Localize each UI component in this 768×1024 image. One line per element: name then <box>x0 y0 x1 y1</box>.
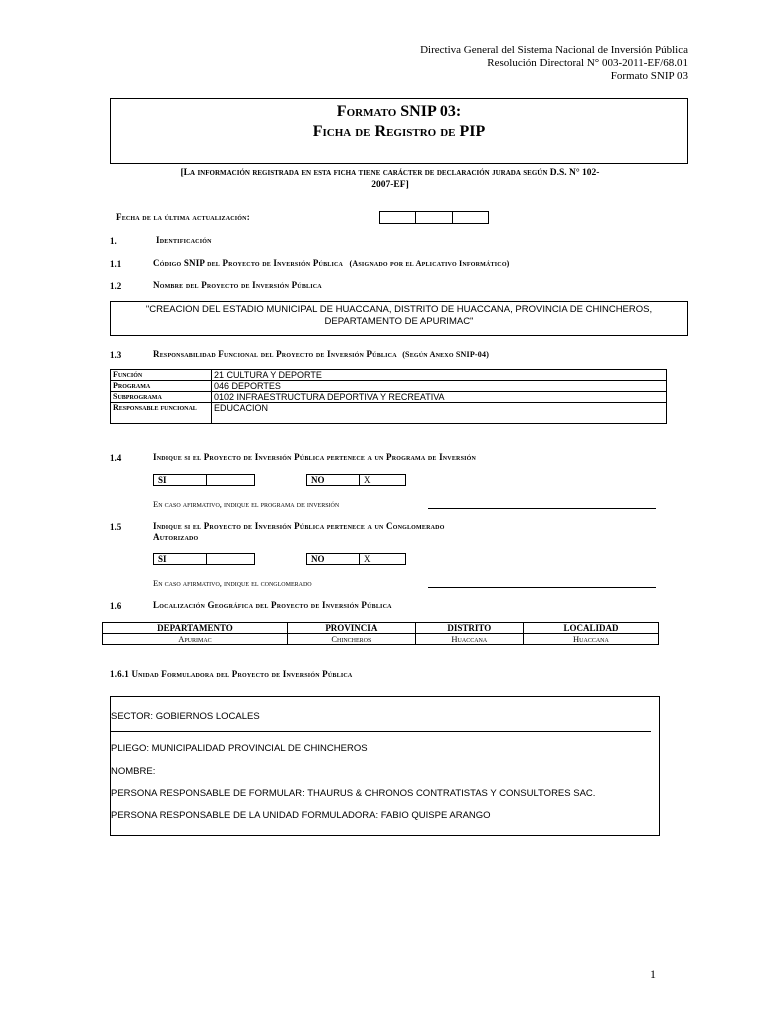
title-box <box>110 98 688 164</box>
fecha-label: Fecha de la última actualización: <box>116 212 250 222</box>
functional-value[interactable]: 046 DEPORTES <box>212 381 667 392</box>
unidad-formuladora-box[interactable] <box>110 696 660 836</box>
location-header-departamento: DEPARTAMENTO <box>103 623 288 634</box>
conglomerado-si-box[interactable] <box>153 553 255 565</box>
functional-key: Función <box>111 370 212 381</box>
section-1-5-number: 1.5 <box>110 522 122 532</box>
conglomerado-answer-line[interactable] <box>428 587 656 588</box>
declaration-line-2: 2007-EF] <box>371 180 409 190</box>
no-label: NO <box>307 554 360 564</box>
page-number: 1 <box>650 967 656 981</box>
project-name-line-2: DEPARTAMENTO DE APURIMAC" <box>324 316 474 327</box>
section-1-5-line-2: Autorizado <box>153 532 199 542</box>
location-header-distrito: DISTRITO <box>415 623 523 634</box>
document-header <box>420 44 688 83</box>
section-1-1-number: 1.1 <box>110 259 122 269</box>
programa-answer-line[interactable] <box>428 508 656 509</box>
section-1-2-label: Nombre del Proyecto de Inversión Pública <box>153 280 322 290</box>
location-departamento[interactable]: Apurimac <box>103 634 288 645</box>
section-1-4-label: Indique si el Proyecto de Inversión Pública pertenece a un Programa de Inversión <box>153 452 477 462</box>
table-row <box>111 403 667 424</box>
section-1-label: Identificación <box>156 235 212 245</box>
si-label: SI <box>154 554 207 564</box>
functional-key: Responsable funcional <box>111 403 212 424</box>
functional-value[interactable]: 0102 INFRAESTRUCTURA DEPORTIVA Y RECREATIVA <box>212 392 667 403</box>
functional-table <box>110 369 667 424</box>
section-1-2-number: 1.2 <box>110 281 122 291</box>
location-header-provincia: PROVINCIA <box>287 623 415 634</box>
fecha-date-box[interactable] <box>379 211 489 224</box>
section-1-3-note: (Según Anexo SNIP-04) <box>402 350 490 359</box>
title-line-2: Ficha de Registro de PIP <box>312 123 486 140</box>
section-1-3-title: Responsabilidad Funcional del Proyecto de Inversión Pública <box>153 349 397 359</box>
table-row <box>103 634 659 645</box>
programa-no-box[interactable] <box>306 474 406 486</box>
table-row <box>111 381 667 392</box>
programa-no-mark[interactable]: X <box>364 475 371 485</box>
section-1-6-1-label: 1.6.1 Unidad Formuladora del Proyecto de Inversión Pública <box>110 669 353 679</box>
header-line-3: Formato SNIP 03 <box>610 70 688 82</box>
table-header-row <box>103 623 659 634</box>
section-1-6-number: 1.6 <box>110 601 122 611</box>
si-label: SI <box>154 475 207 485</box>
location-table <box>102 622 659 645</box>
fecha-year-cell[interactable] <box>453 212 488 223</box>
programa-si-box[interactable] <box>153 474 255 486</box>
location-provincia[interactable]: Chincheros <box>287 634 415 645</box>
declaration-line-1: [La información registrada en esta ficha tiene carácter de declaración jurada según D.S. N° 102- <box>180 168 600 178</box>
uf-pliego: PLIEGO: MUNICIPALIDAD PROVINCIAL DE CHINCHEROS <box>111 743 368 754</box>
section-1-3-number: 1.3 <box>110 350 122 360</box>
fecha-day-cell[interactable] <box>380 212 416 223</box>
section-1-3-label <box>153 349 489 359</box>
project-name-box[interactable] <box>110 301 688 336</box>
section-1-1-note: (Asignado por el Aplicativo Informático) <box>349 259 510 268</box>
section-1-6-label: Localización Geográfica del Proyecto de Inversión Pública <box>153 600 392 610</box>
section-1-1-title: Código SNIP del Proyecto de Inversión Pública <box>153 258 344 268</box>
conglomerado-si-mark[interactable] <box>207 554 254 564</box>
functional-key: Programa <box>111 381 212 392</box>
header-line-1: Directiva General del Sistema Nacional de Inversión Pública <box>420 44 688 56</box>
table-row <box>111 392 667 403</box>
conglomerado-no-mark[interactable]: X <box>364 554 371 564</box>
uf-divider <box>111 731 651 732</box>
uf-persona-formular: PERSONA RESPONSABLE DE FORMULAR: THAURUS & CHRONOS CONTRATISTAS Y CONSULTORES SAC. <box>111 788 596 799</box>
programa-si-mark[interactable] <box>207 475 254 485</box>
programa-note: En caso afirmativo, indique el programa de inversión <box>153 499 340 509</box>
uf-persona-unidad: PERSONA RESPONSABLE DE LA UNIDAD FORMULADORA: FABIO QUISPE ARANGO <box>111 810 491 821</box>
declaration-note <box>110 167 670 191</box>
title-line-1: Formato SNIP 03: <box>336 103 462 120</box>
location-distrito[interactable]: Huaccana <box>415 634 523 645</box>
section-1-5-label <box>153 521 445 543</box>
fecha-month-cell[interactable] <box>416 212 452 223</box>
section-1-4-number: 1.4 <box>110 453 122 463</box>
uf-nombre: NOMBRE: <box>111 766 156 777</box>
functional-value[interactable]: 21 CULTURA Y DEPORTE <box>212 370 667 381</box>
functional-value[interactable]: EDUCACION <box>212 403 667 424</box>
table-row <box>111 370 667 381</box>
uf-sector: SECTOR: GOBIERNOS LOCALES <box>111 711 260 722</box>
conglomerado-note: En caso afirmativo, indique el conglomerado <box>153 578 312 588</box>
header-line-2: Resolución Directoral N° 003-2011-EF/68.01 <box>487 57 688 69</box>
location-header-localidad: LOCALIDAD <box>523 623 658 634</box>
no-label: NO <box>307 475 360 485</box>
section-1-1-label <box>153 258 510 268</box>
section-1-number: 1. <box>110 236 117 246</box>
location-localidad[interactable]: Huaccana <box>523 634 658 645</box>
functional-key: Subprograma <box>111 392 212 403</box>
section-1-5-line-1: Indique si el Proyecto de Inversión Pública pertenece a un Conglomerado <box>153 521 445 531</box>
project-name-line-1: "CREACION DEL ESTADIO MUNICIPAL DE HUACCANA, DISTRITO DE HUACCANA, PROVINCIA DE CHINCHEROS, <box>145 304 653 315</box>
conglomerado-no-box[interactable] <box>306 553 406 565</box>
